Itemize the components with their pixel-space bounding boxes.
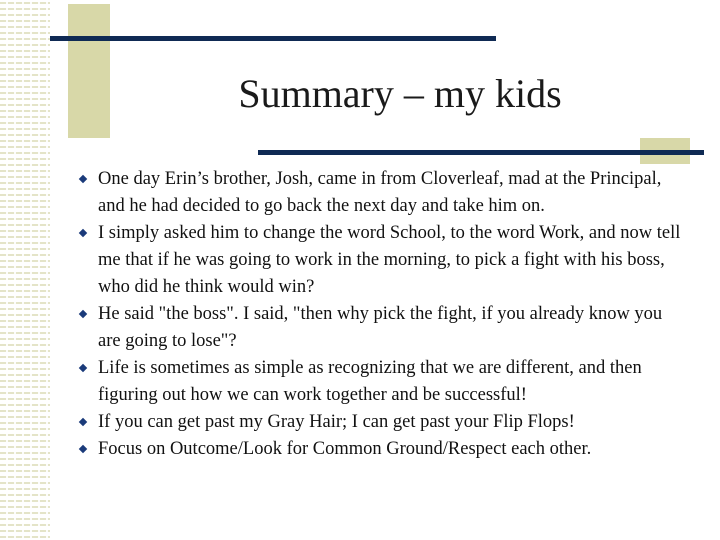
- bullet-item: [76, 409, 686, 436]
- olive-accent-block-top: [68, 4, 110, 138]
- diamond-bullet-icon: [79, 445, 87, 453]
- bullet-text: He said "the boss". I said, "then why pick the fight, if you already know you are going to lose"?: [98, 304, 663, 351]
- bullet-text: I simply asked him to change the word School, to the word Work, and now tell me that if he was going to work in the morning, to pick a fight with his boss, who did he think would win?: [98, 223, 681, 297]
- diamond-bullet-icon: [79, 364, 87, 372]
- striped-sidebar-decoration: [0, 0, 50, 540]
- bullet-text: Life is sometimes as simple as recognizing that we are different, and then figuring out how we can work together and be successful!: [98, 358, 642, 405]
- navy-rule-middle: [258, 150, 704, 155]
- navy-rule-top: [50, 36, 496, 41]
- bullet-item: [76, 436, 686, 463]
- diamond-bullet-icon: [79, 229, 87, 237]
- diamond-bullet-icon: [79, 310, 87, 318]
- bullet-item: [76, 220, 686, 301]
- bullet-item: [76, 301, 686, 355]
- diamond-bullet-icon: [79, 418, 87, 426]
- bullet-list: [76, 166, 686, 463]
- slide-title: Summary – my kids: [238, 71, 562, 116]
- bullet-item: [76, 355, 686, 409]
- bullet-text: If you can get past my Gray Hair; I can get past your Flip Flops!: [98, 412, 575, 432]
- bullet-text: One day Erin’s brother, Josh, came in from Cloverleaf, mad at the Principal, and he had decided to go back the next day and take him on.: [98, 169, 662, 216]
- bullet-item: [76, 166, 686, 220]
- bullet-text: Focus on Outcome/Look for Common Ground/Respect each other.: [98, 439, 592, 459]
- diamond-bullet-icon: [79, 175, 87, 183]
